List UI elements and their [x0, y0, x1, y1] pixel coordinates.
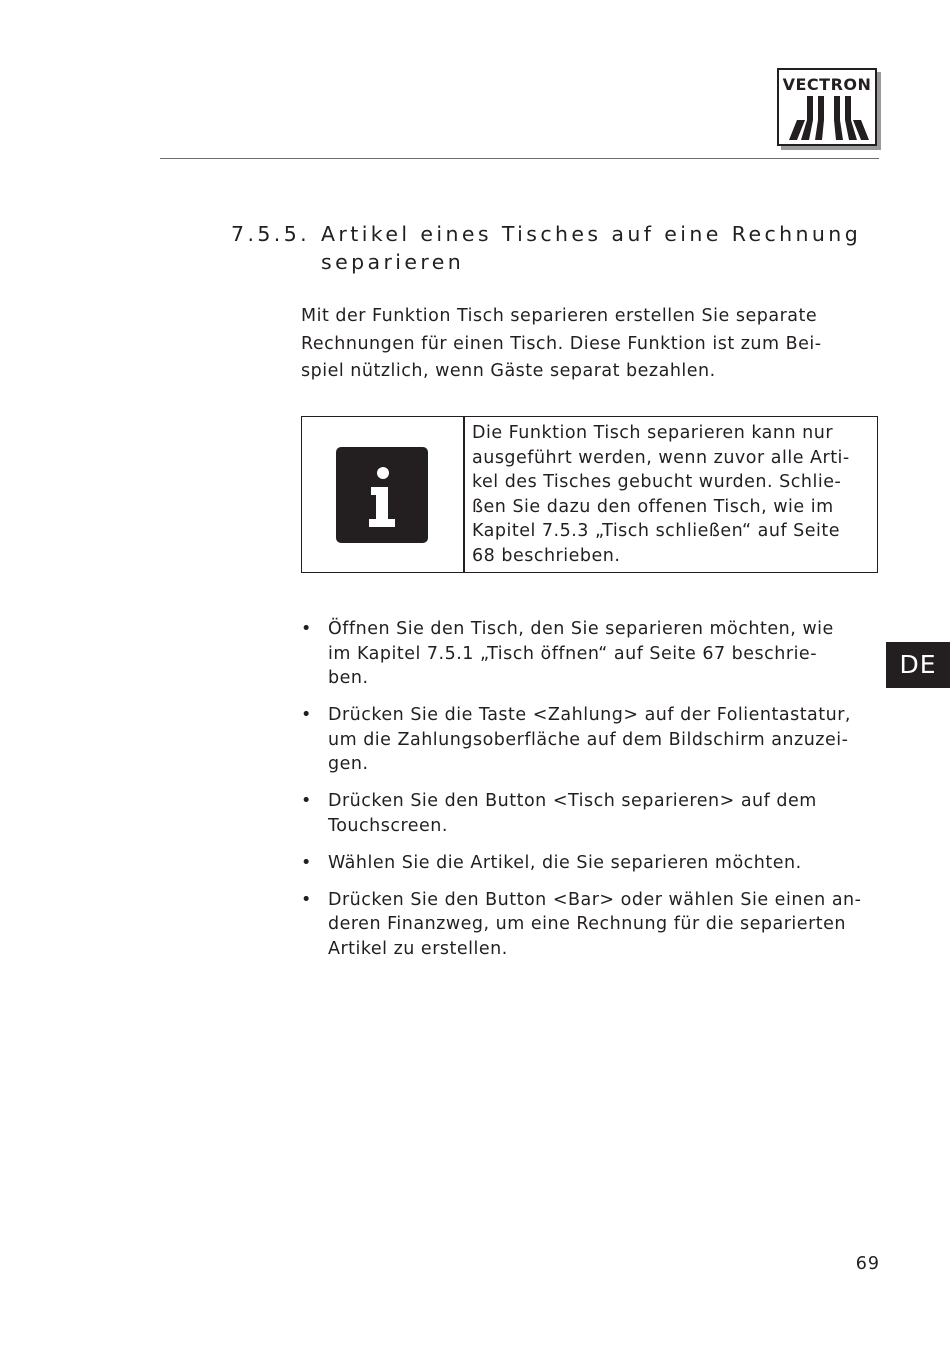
- language-tab: DE: [886, 642, 950, 688]
- step-line: Drücken Sie den Button <Tisch separieren> auf dem: [328, 791, 817, 811]
- step-line: deren Finanzweg, um eine Rechnung für die separierten: [328, 914, 846, 934]
- list-item: [301, 789, 876, 838]
- list-item: [301, 617, 876, 691]
- step-line: gen.: [328, 754, 369, 774]
- section-number: 7.5.5.: [231, 222, 311, 246]
- intro-line: Mit der Funktion Tisch separieren erstellen Sie separate: [301, 306, 818, 326]
- note-line: ßen Sie dazu den offenen Tisch, wie im: [472, 496, 834, 517]
- bullet: •: [301, 705, 312, 725]
- step-line: Wählen Sie die Artikel, die Sie separieren möchten.: [328, 852, 802, 873]
- bullet: •: [301, 889, 312, 910]
- intro-paragraph: [301, 303, 861, 386]
- step-line: Drücken Sie die Taste <Zahlung> auf der Folientastatur,: [328, 705, 851, 725]
- bullet: •: [301, 619, 312, 639]
- logo-text: VECTRON: [782, 75, 872, 94]
- note-divider: [463, 417, 465, 572]
- list-item: [301, 888, 876, 962]
- step-line: Touchscreen.: [328, 815, 448, 836]
- section-heading: [231, 220, 871, 276]
- list-item: [301, 703, 876, 777]
- section-title-line-1: Artikel eines Tisches auf eine Rechnung: [321, 222, 862, 246]
- step-line: Drücken Sie den Button <Bar> oder wählen Sie einen an-: [328, 889, 862, 910]
- step-line: Artikel zu erstellen.: [328, 938, 508, 959]
- intro-line: Rechnungen für einen Tisch. Diese Funktion ist zum Bei-: [301, 333, 822, 354]
- vectron-bars-icon: [785, 96, 873, 140]
- header-rule: [160, 158, 879, 159]
- note-line: ausgeführt werden, wenn zuvor alle Arti-: [472, 447, 850, 468]
- info-note-box: [301, 416, 878, 573]
- steps-list: [301, 617, 876, 974]
- note-line: kel des Tisches gebucht wurden. Schlie-: [472, 472, 842, 492]
- step-line: Öffnen Sie den Tisch, den Sie separieren möchten, wie: [328, 619, 834, 639]
- note-line: Die Funktion Tisch separieren kann nur: [472, 423, 834, 443]
- note-text: [472, 421, 872, 568]
- info-icon: [336, 447, 428, 543]
- bullet: •: [301, 791, 312, 811]
- vectron-logo: [777, 68, 877, 146]
- step-line: ben.: [328, 668, 369, 688]
- note-line: 68 beschrieben.: [472, 545, 621, 566]
- section-title-line-2: separieren: [321, 250, 465, 274]
- note-line: Kapitel 7.5.3 „Tisch schließen“ auf Seite: [472, 521, 841, 541]
- step-line: um die Zahlungsoberfläche auf dem Bildschirm anzuzei-: [328, 729, 849, 750]
- step-line: im Kapitel 7.5.1 „Tisch öffnen“ auf Seite 67 beschrie-: [328, 643, 818, 664]
- intro-line: spiel nützlich, wenn Gäste separat bezahlen.: [301, 361, 716, 381]
- page-number: 69: [855, 1254, 880, 1274]
- bullet: •: [301, 852, 312, 873]
- list-item: [301, 851, 876, 876]
